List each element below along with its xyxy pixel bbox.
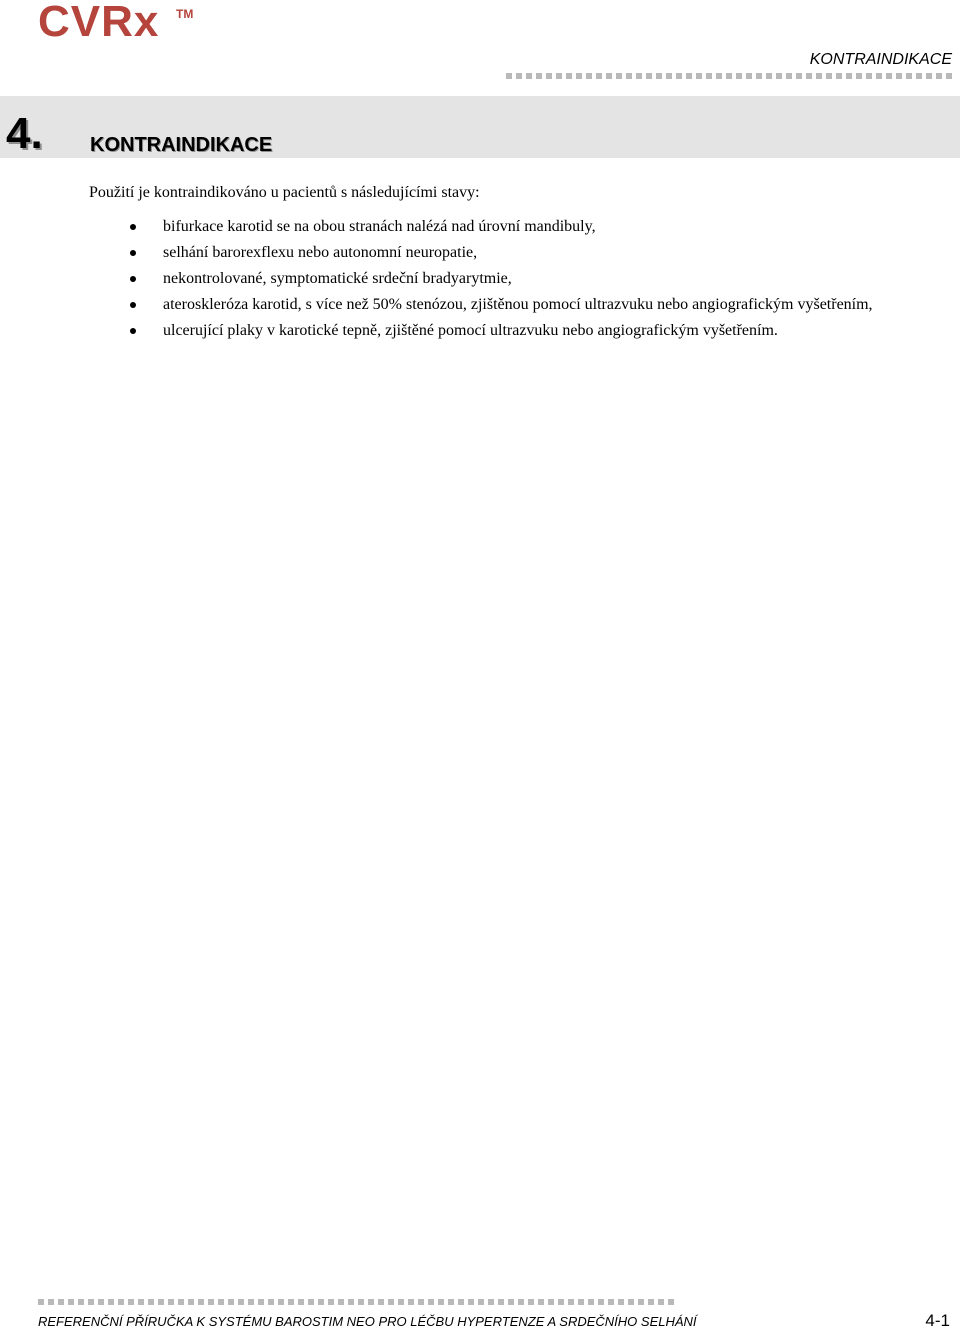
list-item-text: selhání barorexflexu nebo autonomní neuropatie, bbox=[163, 244, 478, 261]
list-item bbox=[120, 216, 920, 237]
contraindication-list bbox=[120, 216, 920, 346]
intro-paragraph: Použití je kontraindikováno u pacientů s následujícími stavy: bbox=[89, 184, 480, 201]
list-item bbox=[120, 320, 920, 341]
bullet-icon bbox=[130, 302, 136, 308]
chapter-number: 4. bbox=[6, 109, 43, 158]
bullet-icon bbox=[130, 250, 136, 256]
list-item-text: ulcerující plaky v karotické tepně, zjištěné pomocí ultrazvuku nebo angiografickým vyšetřením. bbox=[163, 322, 778, 339]
bullet-icon bbox=[130, 276, 136, 282]
logo-text: CVRx bbox=[38, 0, 160, 46]
bullet-icon bbox=[130, 224, 136, 230]
page-number: 4-1 bbox=[925, 1311, 950, 1329]
cvrx-logo bbox=[38, 0, 194, 46]
list-item bbox=[120, 268, 920, 289]
list-item bbox=[120, 294, 920, 315]
list-item bbox=[120, 242, 920, 263]
logo-trademark: TM bbox=[176, 7, 194, 21]
footer-document-title: REFERENČNÍ PŘÍRUČKA K SYSTÉMU BAROSTIM NEO PRO LÉČBU HYPERTENZE A SRDEČNÍHO SELHÁNÍ bbox=[38, 1314, 697, 1329]
chapter-title: KONTRAINDIKACE bbox=[90, 134, 273, 156]
list-item-text: bifurkace karotid se na obou stranách nalézá nad úrovní mandibuly, bbox=[163, 218, 596, 235]
header-divider bbox=[506, 73, 954, 79]
footer-divider bbox=[38, 1299, 674, 1305]
bullet-icon bbox=[130, 328, 136, 334]
list-item-text: ateroskleróza karotid, s více než 50% stenózou, zjištěnou pomocí ultrazvuku nebo angiografickým vyšetřením, bbox=[163, 296, 873, 313]
header-section-title: KONTRAINDIKACE bbox=[809, 51, 952, 68]
list-item-text: nekontrolované, symptomatické srdeční bradyarytmie, bbox=[163, 270, 512, 287]
